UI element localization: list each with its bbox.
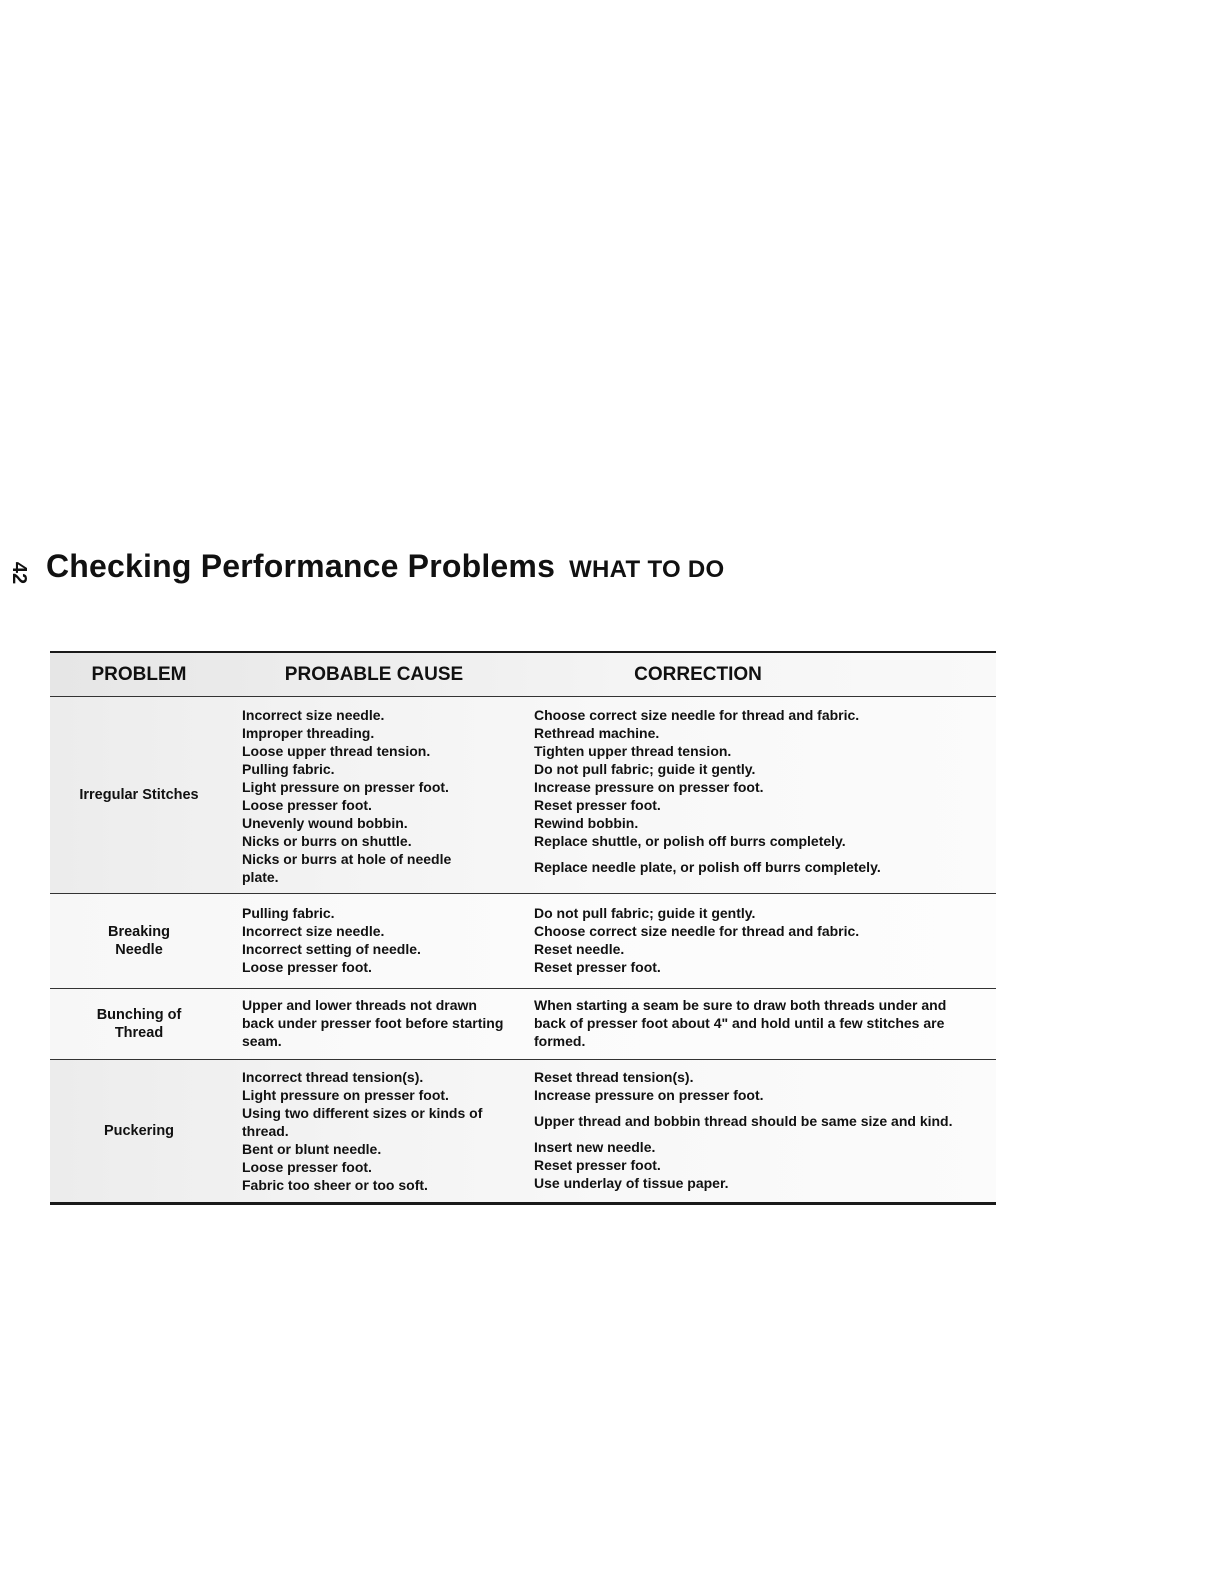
problem-label: Bunching of Thread [96, 1007, 182, 1041]
correction-item: Choose correct size needle for thread and fabric. [534, 923, 860, 939]
correction-item: Replace shuttle, or polish off burrs completely. [534, 833, 846, 849]
cause-item: Nicks or burrs at hole of needle plate. [242, 851, 452, 885]
table-row-bunching-of-thread [50, 989, 996, 1059]
correction-list [520, 989, 996, 1059]
correction-item: Do not pull fabric; guide it gently. [534, 905, 756, 921]
correction-item: Replace needle plate, or polish off burrs completely. [534, 859, 881, 875]
page-number: 42 [8, 561, 30, 585]
cause-item: Loose upper thread tension. [242, 743, 431, 759]
cause-item: Pulling fabric. [242, 905, 335, 921]
table-bottom-rule [50, 1202, 996, 1205]
cause-item: Unevenly wound bobbin. [242, 815, 408, 831]
header-problem: PROBLEM [91, 663, 187, 685]
cause-item: Fabric too sheer or too soft. [242, 1177, 428, 1193]
correction-item: Insert new needle. [534, 1139, 656, 1155]
correction-item: Reset presser foot. [534, 797, 661, 813]
correction-list [520, 894, 996, 988]
correction-item: Rethread machine. [534, 725, 660, 741]
cause-item: Incorrect size needle. [242, 923, 385, 939]
header-probable-cause: PROBABLE CAUSE [284, 663, 464, 685]
table-row-irregular-stitches [50, 697, 996, 893]
cause-item: Loose presser foot. [242, 959, 372, 975]
problem-label: Irregular Stitches [79, 787, 199, 803]
correction-item: Reset needle. [534, 941, 625, 957]
correction-item: Upper thread and bobbin thread should be same size and kind. [534, 1113, 953, 1129]
correction-item: Tighten upper thread tension. [534, 743, 732, 759]
cause-list [228, 1060, 520, 1202]
correction-item: Rewind bobbin. [534, 815, 639, 831]
cause-item: Incorrect size needle. [242, 707, 385, 723]
cause-item: Using two different sizes or kinds of thread. [242, 1105, 483, 1139]
troubleshooting-table [50, 651, 996, 1205]
correction-item: Use underlay of tissue paper. [534, 1175, 729, 1191]
problem-label: Puckering [103, 1123, 175, 1139]
correction-item: Reset thread tension(s). [534, 1069, 694, 1085]
cause-item: Improper threading. [242, 725, 375, 741]
header-correction: CORRECTION [634, 663, 762, 685]
cause-item: Light pressure on presser foot. [242, 1087, 449, 1103]
correction-item: Increase pressure on presser foot. [534, 779, 764, 795]
page-title: Checking Performance Problems [46, 548, 556, 584]
correction-item: When starting a seam be sure to draw both threads under and back of presser foot about 4" and hold until a few stitches are formed. [534, 997, 947, 1049]
problem-label: Breaking Needle [107, 924, 171, 958]
correction-item: Choose correct size needle for thread and fabric. [534, 707, 860, 723]
cause-list [228, 989, 520, 1059]
correction-item: Reset presser foot. [534, 959, 661, 975]
correction-list [520, 1060, 996, 1202]
correction-list [520, 697, 996, 893]
page-heading [46, 548, 725, 585]
cause-item: Upper and lower threads not drawn back under presser foot before starting seam. [242, 997, 504, 1049]
cause-item: Pulling fabric. [242, 761, 335, 777]
correction-item: Do not pull fabric; guide it gently. [534, 761, 756, 777]
cause-item: Nicks or burrs on shuttle. [242, 833, 412, 849]
cause-item: Incorrect thread tension(s). [242, 1069, 424, 1085]
cause-item: Incorrect setting of needle. [242, 941, 421, 957]
correction-item: Reset presser foot. [534, 1157, 661, 1173]
cause-list [228, 894, 520, 988]
table-row-puckering [50, 1060, 996, 1202]
page-subtitle: WHAT TO DO [569, 556, 725, 583]
table-header-row [50, 653, 996, 696]
table-row-breaking-needle [50, 894, 996, 988]
cause-item: Loose presser foot. [242, 797, 372, 813]
correction-item: Increase pressure on presser foot. [534, 1087, 764, 1103]
cause-list [228, 697, 520, 893]
cause-item: Light pressure on presser foot. [242, 779, 449, 795]
cause-item: Loose presser foot. [242, 1159, 372, 1175]
cause-item: Bent or blunt needle. [242, 1141, 382, 1157]
